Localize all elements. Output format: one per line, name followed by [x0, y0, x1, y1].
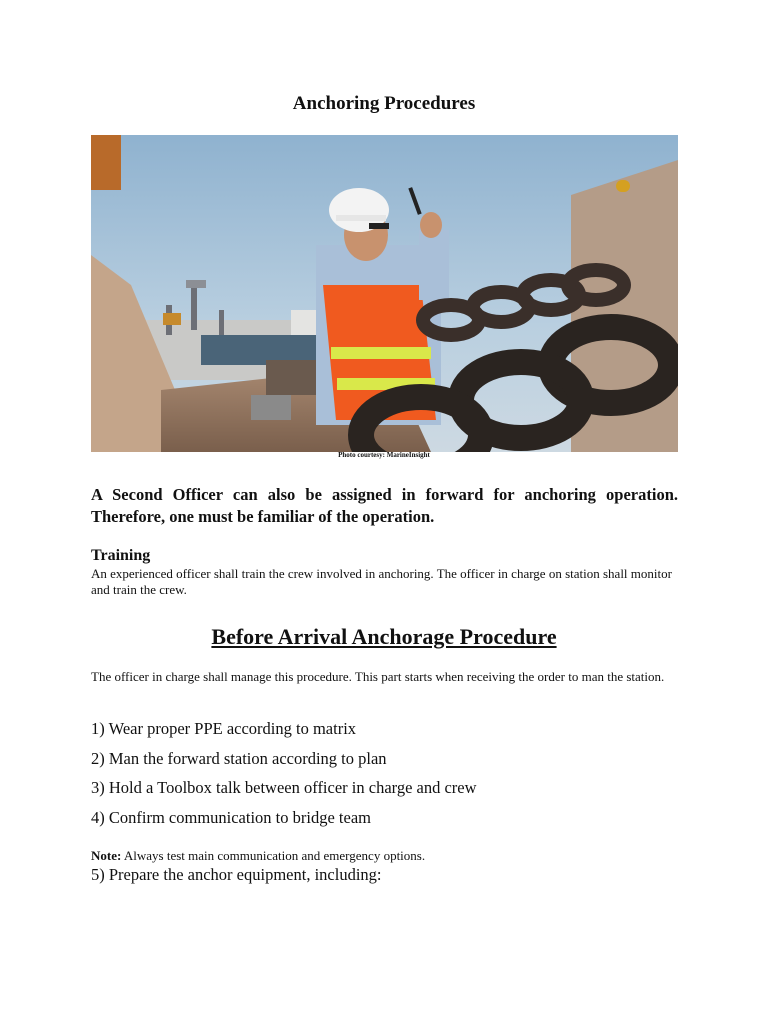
step-item-5: 5) Prepare the anchor equipment, including:: [91, 865, 382, 884]
photo-caption: Photo courtesy: MarineInsight: [338, 451, 430, 459]
officer-anchor-photo: [91, 135, 678, 452]
step-item: 1) Wear proper PPE according to matrix: [91, 719, 357, 738]
step-item: 2) Man the forward station according to plan: [91, 748, 387, 768]
before-arrival-heading: Before Arrival Anchorage Procedure: [211, 624, 557, 649]
note-label: Note:: [91, 848, 122, 863]
page-title: Anchoring Procedures: [292, 93, 476, 114]
training-heading: Training: [91, 547, 151, 564]
training-text: An experienced officer shall train the crew involved in anchoring. The officer in charge on station shall monitor and train the crew.: [91, 566, 672, 597]
before-arrival-text: The officer in charge shall manage this procedure. This part starts when receiving the order to man the station.: [91, 669, 665, 684]
procedure-steps: [91, 719, 691, 837]
step-item: 3) Hold a Toolbox talk between officer in charge and crew: [91, 778, 477, 797]
note: [91, 848, 425, 864]
step-item: 4) Confirm communication to bridge team: [91, 807, 371, 827]
note-text: Always test main communication and emergency options.: [123, 848, 426, 863]
intro-paragraph: A Second Officer can also be assigned in forward for anchoring operation. Therefore, one must be familiar of the operation.: [91, 485, 678, 526]
